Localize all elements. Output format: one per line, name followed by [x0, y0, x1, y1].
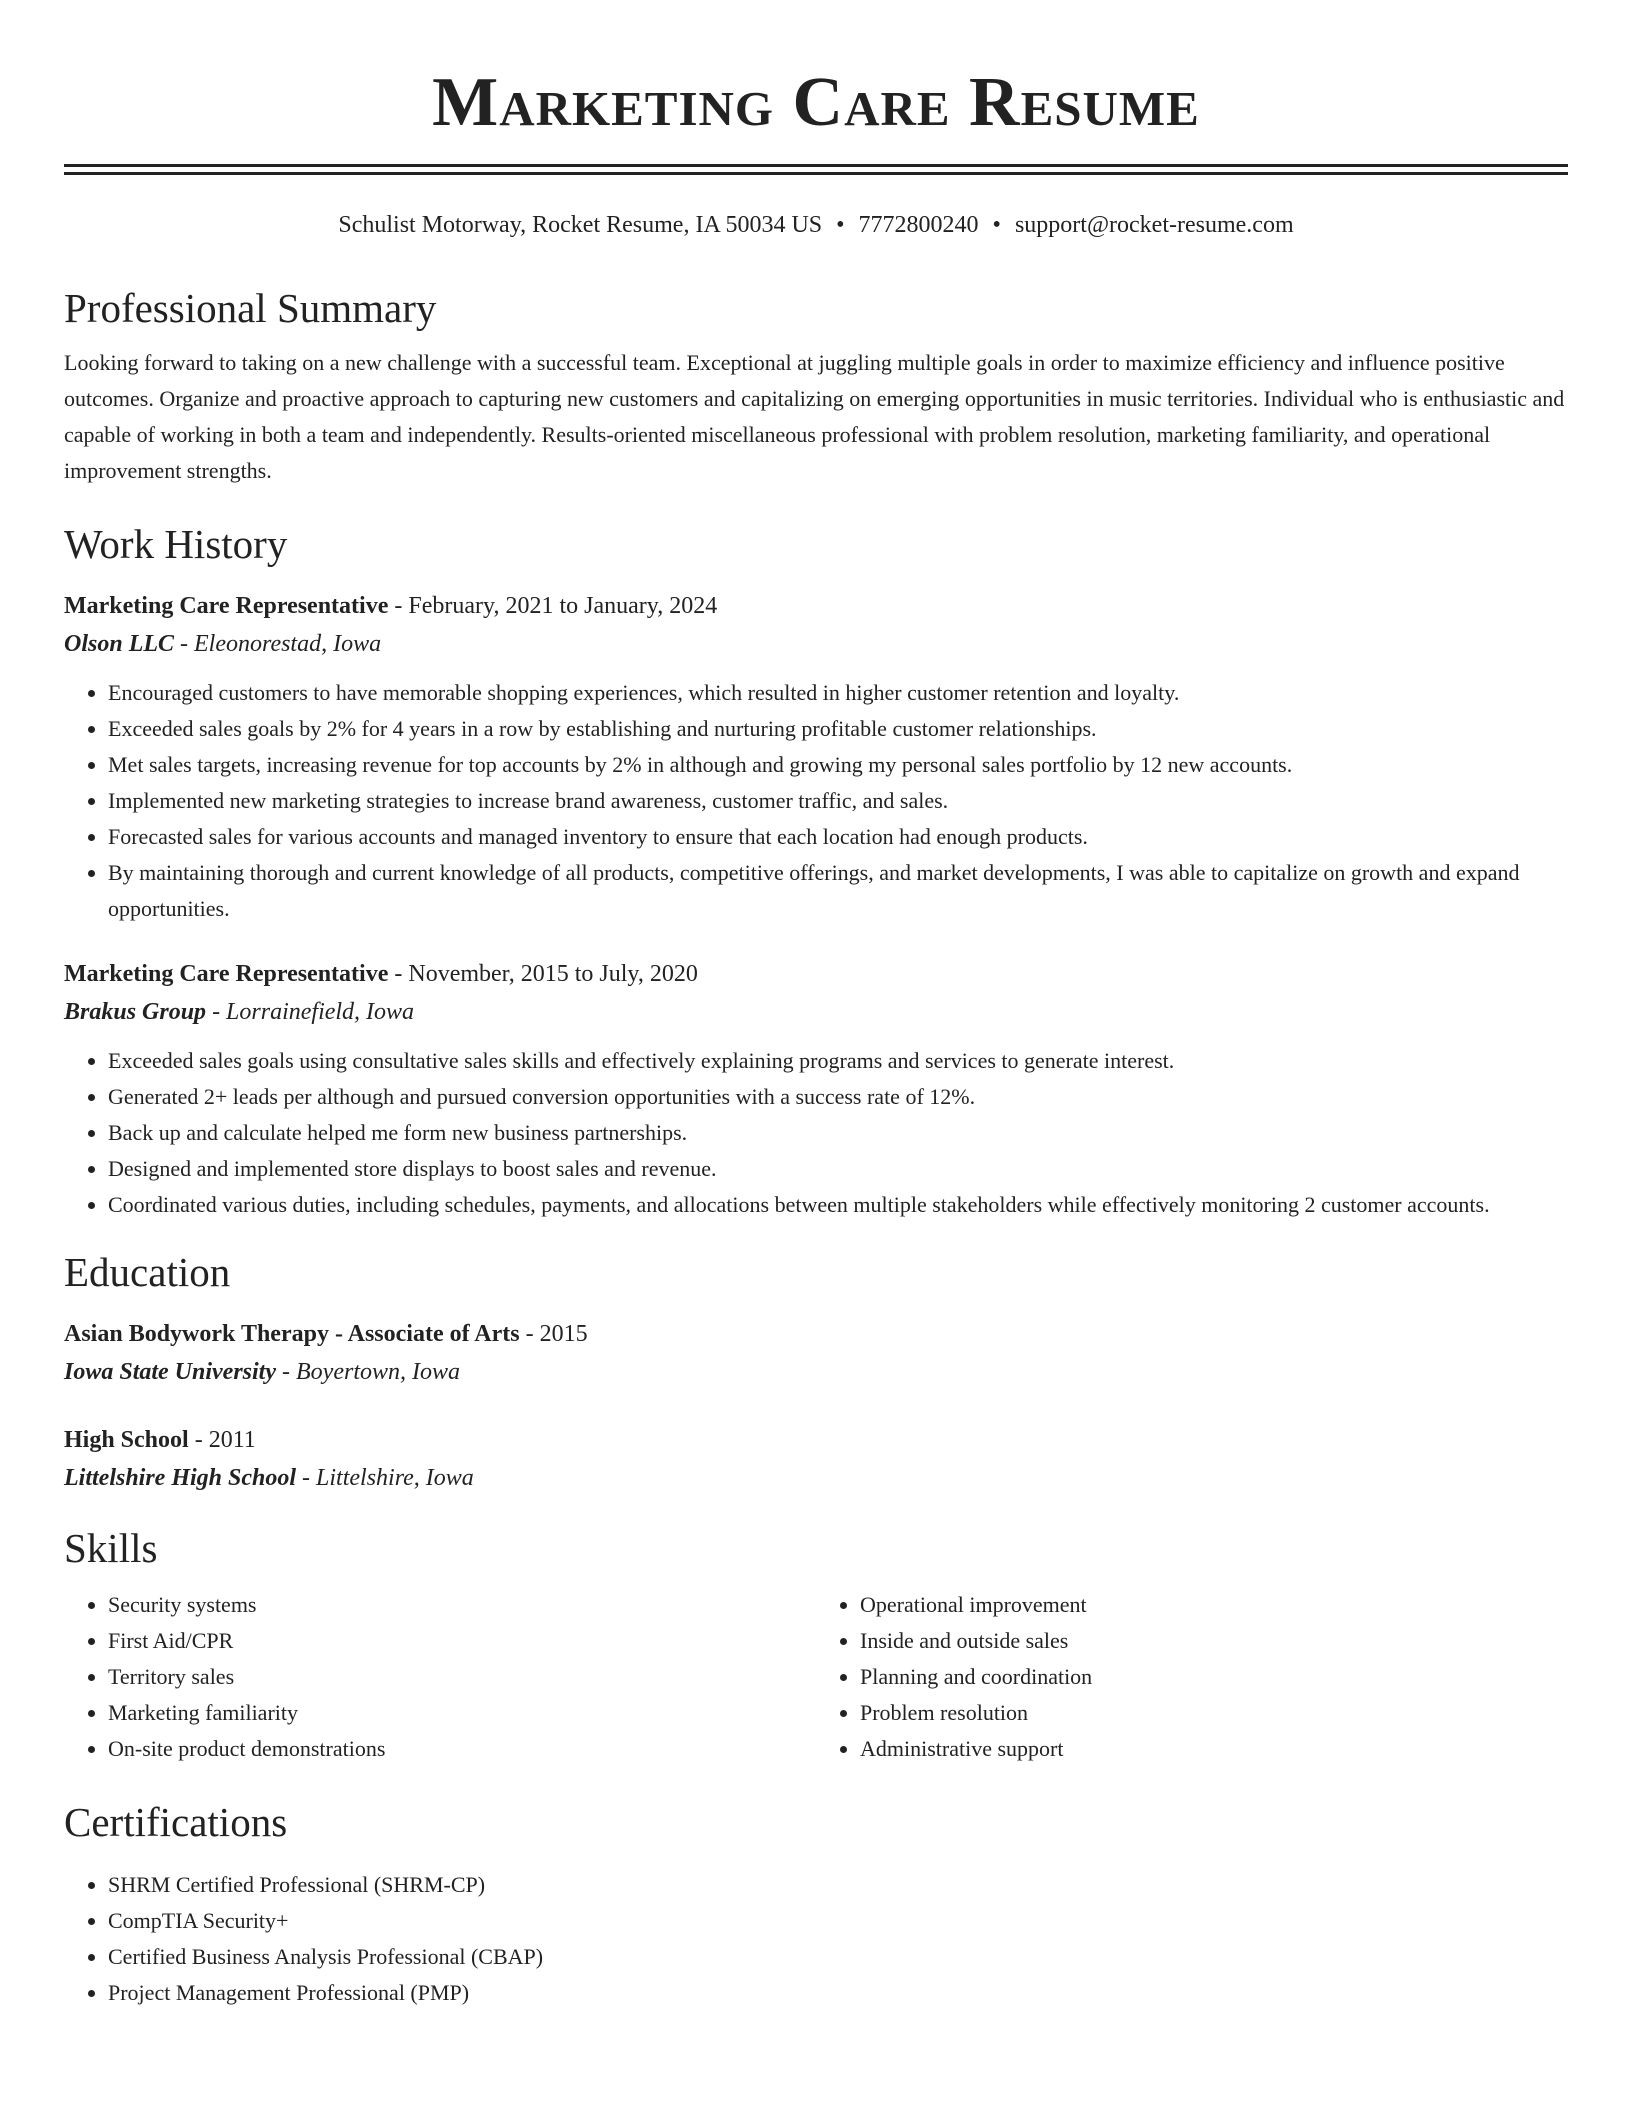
- contact-line: [64, 209, 1568, 241]
- list-item: • Territory sales: [108, 1659, 816, 1695]
- list-item: • Problem resolution: [860, 1695, 1568, 1731]
- education-entry: [64, 1315, 1568, 1391]
- skills-list-left: [64, 1587, 816, 1767]
- job-location: - Eleonorestad, Iowa: [174, 631, 382, 657]
- job-dates: - February, 2021 to January, 2024: [388, 593, 718, 619]
- list-item: • Certified Business Analysis Professional (CBAP): [108, 1939, 1568, 1975]
- list-item: • Generated 2+ leads per although and pursued conversion opportunities with a success rate of 12%.: [108, 1079, 1568, 1115]
- skills-list-right: [816, 1587, 1568, 1767]
- section-title-skills: Skills: [64, 1525, 158, 1571]
- list-item: • Designed and implemented store displays to boost sales and revenue.: [108, 1151, 1568, 1187]
- section-title-summary: Professional Summary: [64, 285, 437, 331]
- contact-phone: 7772800240: [858, 212, 979, 238]
- list-item: • Inside and outside sales: [860, 1623, 1568, 1659]
- list-item: • Met sales targets, increasing revenue for top accounts by 2% in although and growing my personal sales portfolio by 12 new accounts.: [108, 747, 1568, 783]
- list-item: • Forecasted sales for various accounts and managed inventory to ensure that each location had enough products.: [108, 819, 1568, 855]
- list-item: • Marketing familiarity: [108, 1695, 816, 1731]
- list-item: • Security systems: [108, 1587, 816, 1623]
- job-company: Olson LLC: [64, 631, 175, 657]
- job-dates: - November, 2015 to July, 2020: [388, 961, 698, 987]
- job-bullets: [64, 1043, 1568, 1223]
- education-school: Littelshire High School: [64, 1465, 297, 1491]
- job-employer: [64, 993, 1568, 1031]
- education-degree: High School: [64, 1427, 189, 1453]
- list-item: • Operational improvement: [860, 1587, 1568, 1623]
- list-item: • Exceeded sales goals using consultative sales skills and effectively explaining programs and services to generate interest.: [108, 1043, 1568, 1079]
- contact-email: support@rocket-resume.com: [1014, 212, 1294, 238]
- list-item: • Planning and coordination: [860, 1659, 1568, 1695]
- education-school-line: [64, 1353, 1568, 1391]
- list-item: • Encouraged customers to have memorable shopping experiences, which resulted in higher customer retention and loyalty.: [108, 675, 1568, 711]
- list-item: • Implemented new marketing strategies to increase brand awareness, customer traffic, and sales.: [108, 783, 1568, 819]
- education-location: - Boyertown, Iowa: [276, 1359, 460, 1385]
- list-item: • CompTIA Security+: [108, 1903, 1568, 1939]
- education-entry: [64, 1421, 1568, 1497]
- education-degree: Asian Bodywork Therapy - Associate of Arts: [64, 1321, 520, 1347]
- education-heading: [64, 1315, 1568, 1353]
- job-title: Marketing Care Representative: [64, 593, 389, 619]
- list-item: • SHRM Certified Professional (SHRM-CP): [108, 1867, 1568, 1903]
- job-heading: [64, 587, 1568, 625]
- list-item: • Project Management Professional (PMP): [108, 1975, 1568, 2011]
- education-year: - 2011: [188, 1427, 256, 1453]
- resume-name: Marketing Care Resume: [432, 64, 1200, 141]
- job-location: - Lorrainefield, Iowa: [206, 999, 415, 1025]
- list-item: • Administrative support: [860, 1731, 1568, 1767]
- list-item: • Coordinated various duties, including schedules, payments, and allocations between multiple stakeholders while effectively monitoring 2 customer accounts.: [108, 1187, 1568, 1223]
- education-year: - 2015: [519, 1321, 588, 1347]
- skills-columns: [64, 1587, 1568, 1767]
- education-location: - Littelshire, Iowa: [296, 1465, 474, 1491]
- section-title-work: Work History: [64, 521, 288, 567]
- job-bullets: [64, 675, 1568, 927]
- job-entry: [64, 587, 1568, 927]
- education-school-line: [64, 1459, 1568, 1497]
- summary-text: Looking forward to taking on a new challenge with a successful team. Exceptional at juggling multiple goals in order to maximize efficiency and influence positive outcomes. Organize and proactive approach to capturing new customers and capitalizing on emerging opportunities in music territories. Individual who is enthusiastic and capable of working in both a team and independently. Results-oriented miscellaneous professional with problem resolution, marketing familiarity, and operational improvement strengths.: [64, 350, 1565, 483]
- job-title: Marketing Care Representative: [64, 961, 389, 987]
- job-employer: [64, 625, 1568, 663]
- contact-separator: •: [992, 212, 1001, 238]
- list-item: • Back up and calculate helped me form new business partnerships.: [108, 1115, 1568, 1151]
- section-title-certifications: Certifications: [64, 1799, 288, 1845]
- header-double-rule: [64, 164, 1568, 175]
- list-item: • Exceeded sales goals by 2% for 4 years in a row by establishing and nurturing profitable customer relationships.: [108, 711, 1568, 747]
- certifications-list: [64, 1867, 1568, 2011]
- education-heading: [64, 1421, 1568, 1459]
- list-item: • By maintaining thorough and current knowledge of all products, competitive offerings, and market developments, I was able to capitalize on growth and expand opportunities.: [108, 855, 1568, 927]
- contact-separator: •: [836, 212, 845, 238]
- list-item: • On-site product demonstrations: [108, 1731, 816, 1767]
- list-item: • First Aid/CPR: [108, 1623, 816, 1659]
- job-heading: [64, 955, 1568, 993]
- education-school: Iowa State University: [64, 1359, 277, 1385]
- section-title-education: Education: [64, 1249, 231, 1295]
- job-company: Brakus Group: [64, 999, 207, 1025]
- job-entry: [64, 955, 1568, 1223]
- contact-address: Schulist Motorway, Rocket Resume, IA 50034 US: [338, 212, 823, 238]
